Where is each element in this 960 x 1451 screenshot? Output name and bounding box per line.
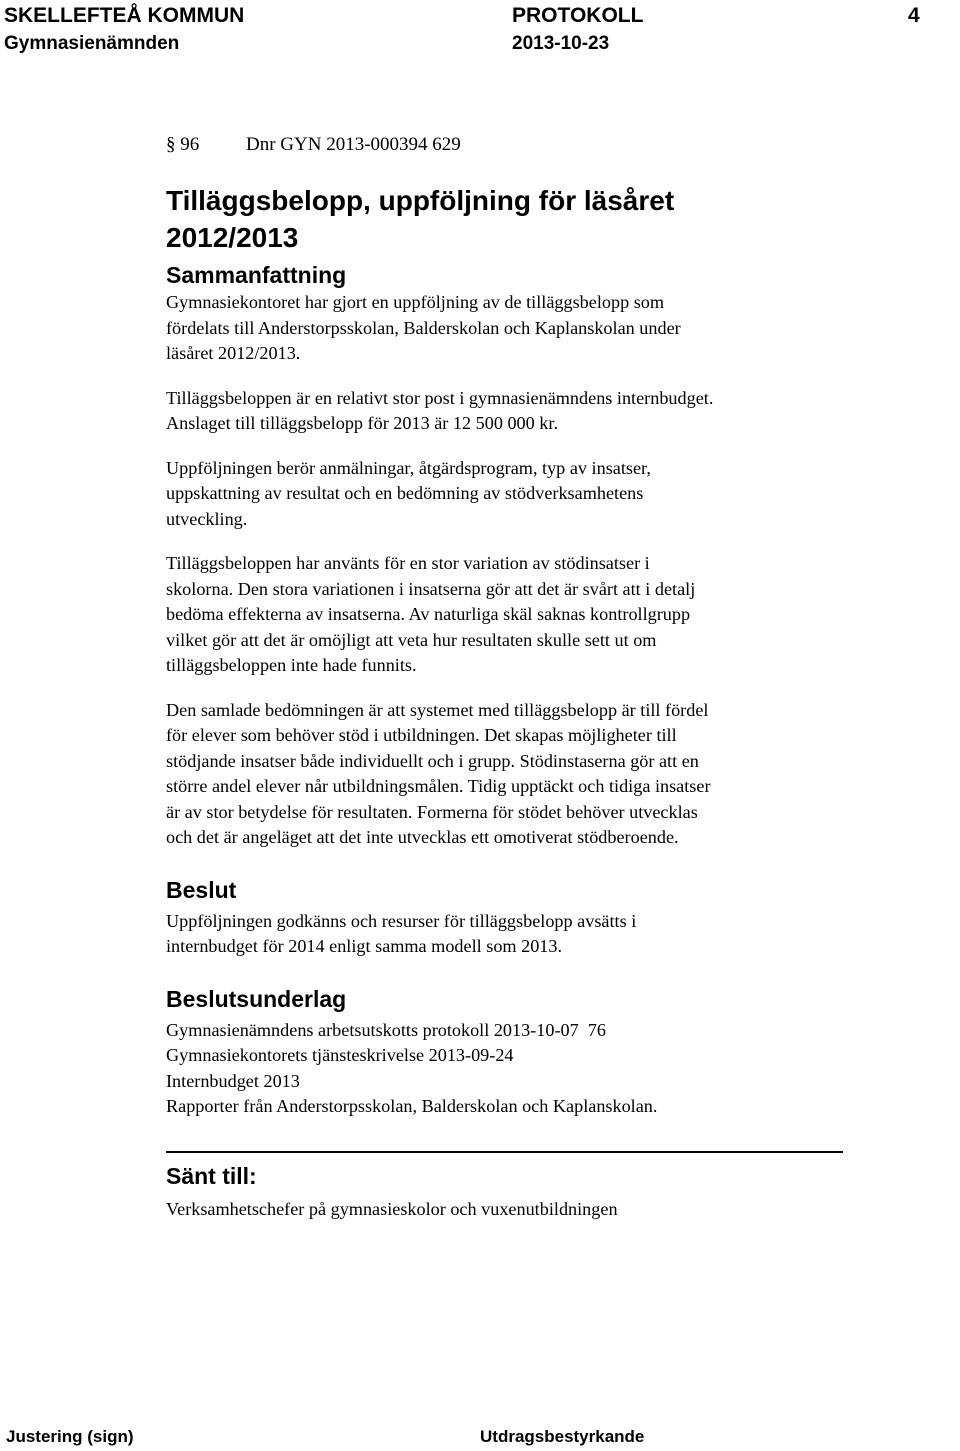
- text-line: uppskattning av resultat och en bedömning av stödverksamhetens: [166, 483, 644, 503]
- list-item: Gymnasienämndens arbetsutskotts protokoll 2013-10-07 76: [166, 1019, 606, 1040]
- paragraph-line: [166, 132, 856, 164]
- text-line: Tilläggsbeloppen är en relativt stor post i gymnasienämndens internbudget.: [166, 387, 714, 408]
- list-item: Gymnasiekontorets tjänsteskrivelse 2013-09-24: [166, 1045, 514, 1065]
- summary-paragraph-4: [166, 551, 856, 679]
- text-line: internbudget för 2014 enligt samma modell som 2013.: [166, 936, 563, 956]
- heading-beslut: Beslut: [166, 876, 237, 903]
- heading-beslutsunderlag: Beslutsunderlag: [166, 985, 347, 1012]
- paragraph-num: 96: [180, 134, 200, 155]
- text-line: och det är angeläget att det inte utvecklas ett omotiverat stödberoende.: [166, 827, 679, 847]
- text-line: bedöma effekterna av insatserna. Av naturliga skäl saknas kontrollgrupp: [166, 604, 691, 624]
- text-line: Uppföljningen godkänns och resurser för tilläggsbelopp avsätts i: [166, 910, 637, 931]
- paragraph-symbol: §: [166, 134, 176, 155]
- list-item: Internbudget 2013: [166, 1070, 300, 1091]
- divider-line: [166, 1151, 843, 1153]
- text-line: för elever som behöver stöd i utbildningen. Det skapas möjligheter till: [166, 725, 677, 745]
- footer-utdragsbestyrkande: Utdragsbestyrkande: [480, 1427, 645, 1446]
- document-type: PROTOKOLL: [512, 4, 644, 27]
- text-line: utveckling.: [166, 508, 248, 529]
- list-item: Rapporter från Anderstorpsskolan, Balderskolan och Kaplanskolan.: [166, 1096, 658, 1116]
- document-body: [166, 132, 856, 1222]
- meeting-date: 2013-10-23: [512, 33, 610, 54]
- text-line: Uppföljningen berör anmälningar, åtgärdsprogram, typ av insatser,: [166, 457, 651, 478]
- text-line: vilket gör att det är omöjligt att veta hur resultaten skulle sett ut om: [166, 629, 657, 650]
- document-title: [166, 182, 856, 256]
- text-line: stödjande insatser både individuellt och i grupp. Stödinstaserna gör att en: [166, 750, 699, 771]
- title-line: Tilläggsbelopp, uppföljning för läsåret: [166, 185, 675, 216]
- body-name: Gymnasienämnden: [4, 33, 180, 54]
- heading-sant-till: Sänt till:: [166, 1162, 257, 1189]
- title-line: 2012/2013: [166, 222, 299, 253]
- summary-paragraph-2: [166, 386, 856, 437]
- text-line: är av stor betydelse för resultaten. Formerna för stödet behöver utvecklas: [166, 801, 698, 822]
- text-line: Tilläggsbeloppen har använts för en stor variation av stödinsatser i: [166, 553, 650, 573]
- summary-paragraph-3: [166, 456, 856, 533]
- decision-text: [166, 909, 856, 960]
- page-number: 4: [908, 4, 920, 27]
- footer-justering: Justering (sign): [6, 1427, 134, 1446]
- summary-paragraph-5: [166, 698, 856, 851]
- text-line: fördelats till Anderstorpsskolan, Balderskolan och Kaplanskolan under: [166, 317, 681, 338]
- distribution-text: Verksamhetschefer på gymnasieskolor och vuxenutbildningen: [166, 1198, 618, 1219]
- text-line: Anslaget till tilläggsbelopp för 2013 är 12 500 000 kr.: [166, 413, 558, 433]
- text-line: skolorna. Den stora variationen i insatserna gör att det är svårt att i detalj: [166, 578, 696, 599]
- text-line: Gymnasiekontoret har gjort en uppföljning av de tilläggsbelopp som: [166, 292, 665, 312]
- heading-sammanfattning: Sammanfattning: [166, 262, 347, 288]
- org-name: SKELLEFTEÅ KOMMUN: [4, 4, 245, 27]
- text-line: tilläggsbeloppen inte hade funnits.: [166, 655, 417, 675]
- text-line: större andel elever når utbildningsmålen. Tidig upptäckt och tidiga insatser: [166, 776, 711, 796]
- text-line: Den samlade bedömningen är att systemet med tilläggsbelopp är till fördel: [166, 699, 709, 720]
- text-line: läsåret 2012/2013.: [166, 343, 301, 363]
- paragraph-number: [166, 132, 246, 158]
- dnr: Dnr GYN 2013-000394 629: [246, 134, 461, 155]
- basis-list: [166, 1018, 856, 1120]
- summary-paragraph-1: [166, 290, 856, 367]
